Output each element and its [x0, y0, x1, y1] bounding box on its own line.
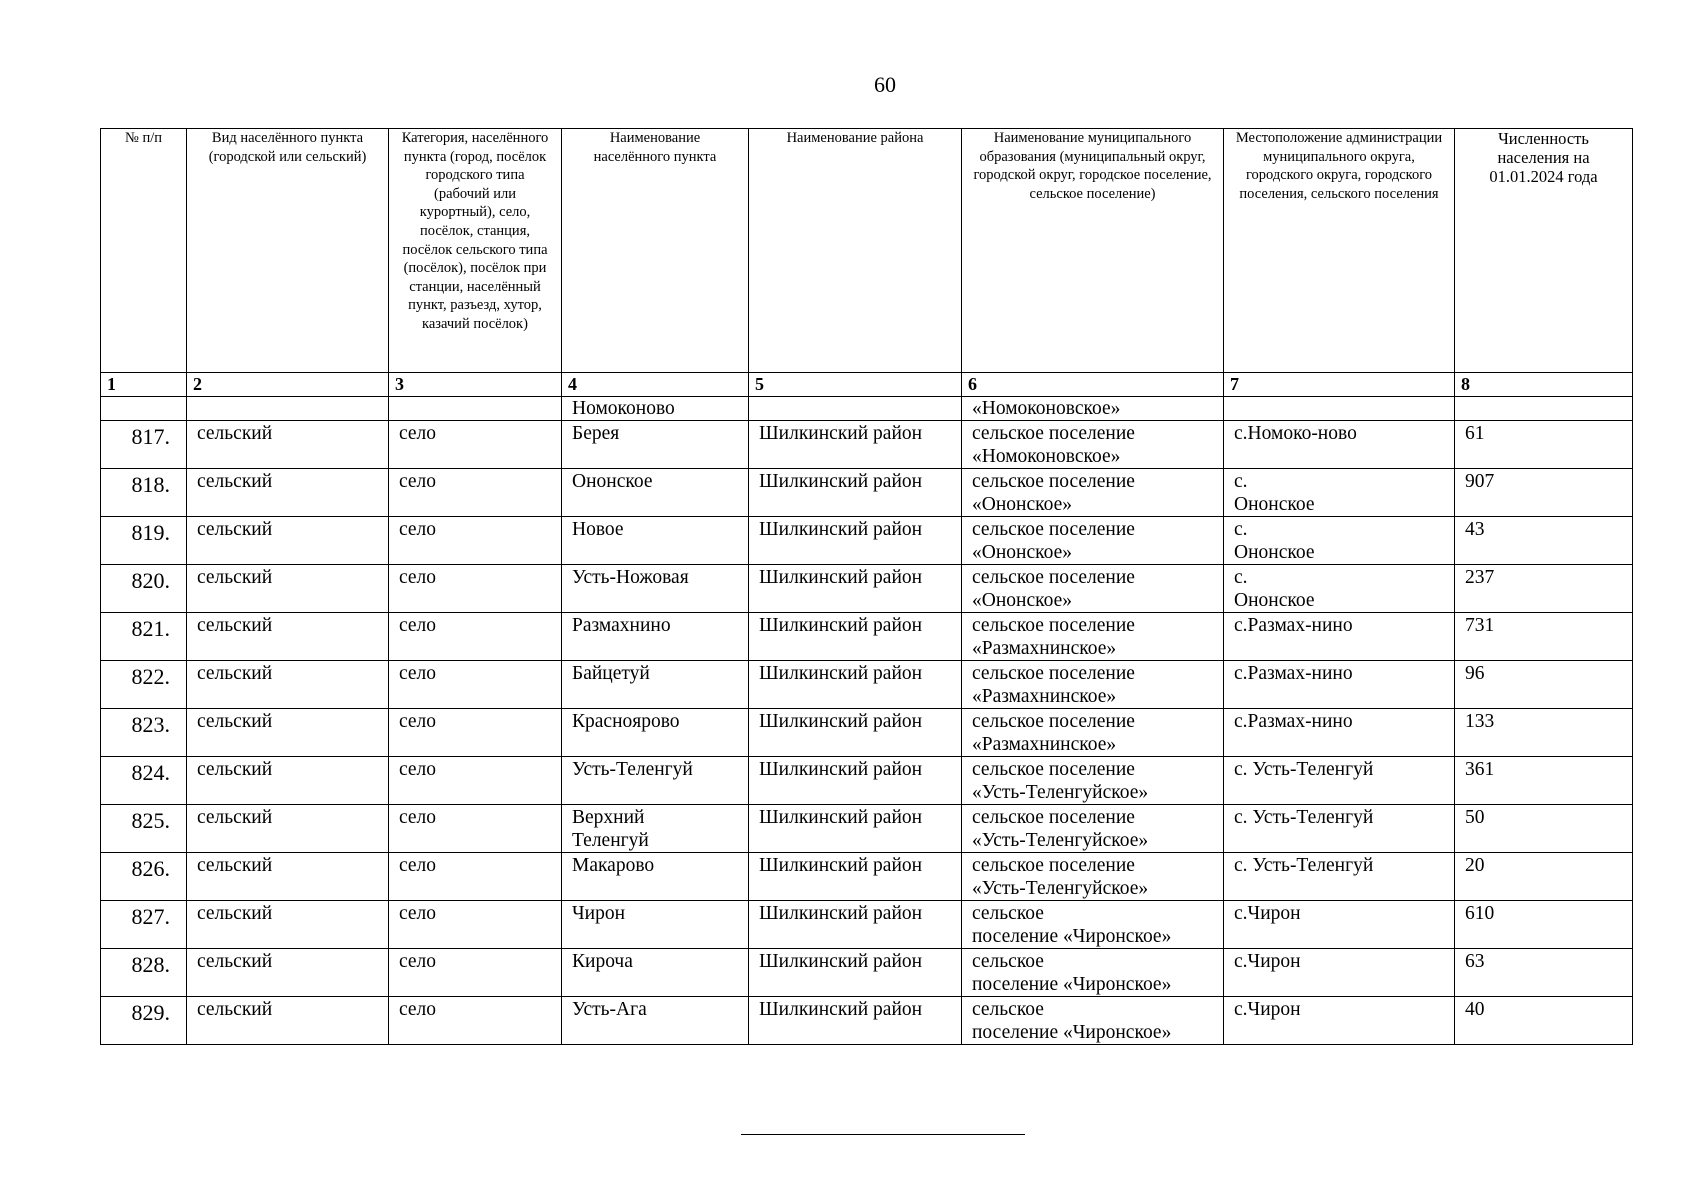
row-number: 817.: [101, 421, 187, 469]
header-settlement-type: Вид населённого пункта (городской или сельский): [187, 129, 389, 373]
settlement-category: село: [389, 421, 562, 469]
settlement-name: Размахнино: [562, 613, 749, 661]
continuation-cell: [101, 397, 187, 421]
row-number: 826.: [101, 853, 187, 901]
settlement-type: сельский: [187, 517, 389, 565]
continuation-cell: [187, 397, 389, 421]
settlement-type: сельский: [187, 853, 389, 901]
admin-location: с.Чирон: [1224, 901, 1455, 949]
population: 237: [1455, 565, 1633, 613]
column-number: 4: [562, 373, 749, 397]
row-number: 824.: [101, 757, 187, 805]
column-number: 2: [187, 373, 389, 397]
settlement-category: село: [389, 757, 562, 805]
continuation-cell: [389, 397, 562, 421]
municipality-name: сельское поселение «Размахнинское»: [962, 709, 1224, 757]
admin-location: с.Размах-нино: [1224, 709, 1455, 757]
table-row: [101, 661, 1633, 709]
header-settlement-category: Категория, населённого пункта (город, посёлок городского типа (рабочий или курортный), село, посёлок, станция, посёлок сельского типа (посёлок), посёлок при станции, населённый пункт, разъезд, хутор, казачий посёлок): [389, 129, 562, 373]
district-name: Шилкинский район: [749, 613, 962, 661]
header-district: Наименование района: [749, 129, 962, 373]
settlement-category: село: [389, 613, 562, 661]
settlement-name: Новое: [562, 517, 749, 565]
settlement-type: сельский: [187, 613, 389, 661]
settlement-name: Усть-Теленгуй: [562, 757, 749, 805]
footer-divider: [741, 1134, 1025, 1135]
admin-location: с.Чирон: [1224, 997, 1455, 1045]
settlement-type: сельский: [187, 757, 389, 805]
admin-location: с. Ононское: [1224, 517, 1455, 565]
header-number: № п/п: [101, 129, 187, 373]
settlement-type: сельский: [187, 661, 389, 709]
table-row: [101, 805, 1633, 853]
settlement-category: село: [389, 565, 562, 613]
municipality-name: сельское поселение «Номоконовское»: [962, 421, 1224, 469]
continuation-cell: [1224, 397, 1455, 421]
table-row: [101, 469, 1633, 517]
settlement-category: село: [389, 901, 562, 949]
population: 907: [1455, 469, 1633, 517]
population: 96: [1455, 661, 1633, 709]
table-header-row: [101, 129, 1633, 373]
municipality-name: сельское поселение «Ононское»: [962, 565, 1224, 613]
continuation-cell: «Номоконовское»: [962, 397, 1224, 421]
row-number: 820.: [101, 565, 187, 613]
continuation-cell: [749, 397, 962, 421]
settlement-type: сельский: [187, 997, 389, 1045]
settlement-name: Макарово: [562, 853, 749, 901]
municipality-name: сельское поселение «Размахнинское»: [962, 613, 1224, 661]
settlement-name: Кироча: [562, 949, 749, 997]
settlement-category: село: [389, 469, 562, 517]
district-name: Шилкинский район: [749, 661, 962, 709]
settlement-name: Чирон: [562, 901, 749, 949]
continuation-cell: Номоконово: [562, 397, 749, 421]
district-name: Шилкинский район: [749, 853, 962, 901]
district-name: Шилкинский район: [749, 949, 962, 997]
settlement-name: Берея: [562, 421, 749, 469]
population: 40: [1455, 997, 1633, 1045]
settlements-table: [100, 128, 1633, 1045]
settlement-type: сельский: [187, 949, 389, 997]
district-name: Шилкинский район: [749, 469, 962, 517]
table-row: [101, 949, 1633, 997]
admin-location: с. Усть-Теленгуй: [1224, 757, 1455, 805]
settlement-name: Байцетуй: [562, 661, 749, 709]
settlement-type: сельский: [187, 709, 389, 757]
column-number: 7: [1224, 373, 1455, 397]
district-name: Шилкинский район: [749, 517, 962, 565]
table-row: [101, 709, 1633, 757]
population: 50: [1455, 805, 1633, 853]
column-number: 1: [101, 373, 187, 397]
settlement-type: сельский: [187, 901, 389, 949]
admin-location: с.Номоко-ново: [1224, 421, 1455, 469]
settlement-name: Усть-Ага: [562, 997, 749, 1045]
admin-location: с. Усть-Теленгуй: [1224, 805, 1455, 853]
table-row: [101, 517, 1633, 565]
population: 43: [1455, 517, 1633, 565]
district-name: Шилкинский район: [749, 565, 962, 613]
settlement-category: село: [389, 949, 562, 997]
municipality-name: сельское поселение «Усть-Теленгуйское»: [962, 757, 1224, 805]
settlement-name: Усть-Ножовая: [562, 565, 749, 613]
population: 361: [1455, 757, 1633, 805]
district-name: Шилкинский район: [749, 901, 962, 949]
row-number: 829.: [101, 997, 187, 1045]
row-number: 818.: [101, 469, 187, 517]
row-number: 819.: [101, 517, 187, 565]
admin-location: с. Усть-Теленгуй: [1224, 853, 1455, 901]
municipality-name: сельское поселение «Чиронское»: [962, 949, 1224, 997]
column-number-row: [101, 373, 1633, 397]
table-row: [101, 997, 1633, 1045]
page-number: 60: [874, 72, 896, 97]
settlement-category: село: [389, 997, 562, 1045]
table-row: [101, 901, 1633, 949]
header-municipality: Наименование муниципального образования (муниципальный округ, городской округ, городское поселение, сельское поселение): [962, 129, 1224, 373]
population: 20: [1455, 853, 1633, 901]
row-number: 822.: [101, 661, 187, 709]
municipality-name: сельское поселение «Ононское»: [962, 517, 1224, 565]
district-name: Шилкинский район: [749, 757, 962, 805]
column-number: 6: [962, 373, 1224, 397]
admin-location: с.Размах-нино: [1224, 613, 1455, 661]
settlement-type: сельский: [187, 805, 389, 853]
admin-location: с. Ононское: [1224, 469, 1455, 517]
settlement-category: село: [389, 517, 562, 565]
column-number: 3: [389, 373, 562, 397]
settlement-type: сельский: [187, 421, 389, 469]
municipality-name: сельское поселение «Размахнинское»: [962, 661, 1224, 709]
settlement-category: село: [389, 853, 562, 901]
header-population: Численность населения на 01.01.2024 года: [1455, 129, 1633, 373]
settlement-name: Верхний Теленгуй: [562, 805, 749, 853]
column-number: 5: [749, 373, 962, 397]
column-number: 8: [1455, 373, 1633, 397]
municipality-name: сельское поселение «Чиронское»: [962, 901, 1224, 949]
admin-location: с.Размах-нино: [1224, 661, 1455, 709]
municipality-name: сельское поселение «Ононское»: [962, 469, 1224, 517]
table-row: [101, 613, 1633, 661]
settlement-category: село: [389, 661, 562, 709]
municipality-name: сельское поселение «Усть-Теленгуйское»: [962, 853, 1224, 901]
municipality-name: сельское поселение «Усть-Теленгуйское»: [962, 805, 1224, 853]
settlement-type: сельский: [187, 469, 389, 517]
admin-location: с.Чирон: [1224, 949, 1455, 997]
table-row: [101, 757, 1633, 805]
row-number: 821.: [101, 613, 187, 661]
continuation-cell: [1455, 397, 1633, 421]
district-name: Шилкинский район: [749, 997, 962, 1045]
settlement-category: село: [389, 709, 562, 757]
table-row: [101, 853, 1633, 901]
municipality-name: сельское поселение «Чиронское»: [962, 997, 1224, 1045]
table-row: [101, 565, 1633, 613]
district-name: Шилкинский район: [749, 709, 962, 757]
row-number: 825.: [101, 805, 187, 853]
row-number: 827.: [101, 901, 187, 949]
row-number: 828.: [101, 949, 187, 997]
settlement-name: Краснoярово: [562, 709, 749, 757]
population: 133: [1455, 709, 1633, 757]
district-name: Шилкинский район: [749, 805, 962, 853]
population: 63: [1455, 949, 1633, 997]
settlement-type: сельский: [187, 565, 389, 613]
population: 610: [1455, 901, 1633, 949]
header-admin-location: Местоположение администрации муниципального округа, городского округа, городского поселения, сельского поселения: [1224, 129, 1455, 373]
admin-location: с. Ононское: [1224, 565, 1455, 613]
population: 61: [1455, 421, 1633, 469]
table-row: [101, 421, 1633, 469]
row-number: 823.: [101, 709, 187, 757]
continuation-row: [101, 397, 1633, 421]
settlement-name: Ононское: [562, 469, 749, 517]
population: 731: [1455, 613, 1633, 661]
district-name: Шилкинский район: [749, 421, 962, 469]
settlement-category: село: [389, 805, 562, 853]
header-settlement-name: Наименование населённого пункта: [562, 129, 749, 373]
